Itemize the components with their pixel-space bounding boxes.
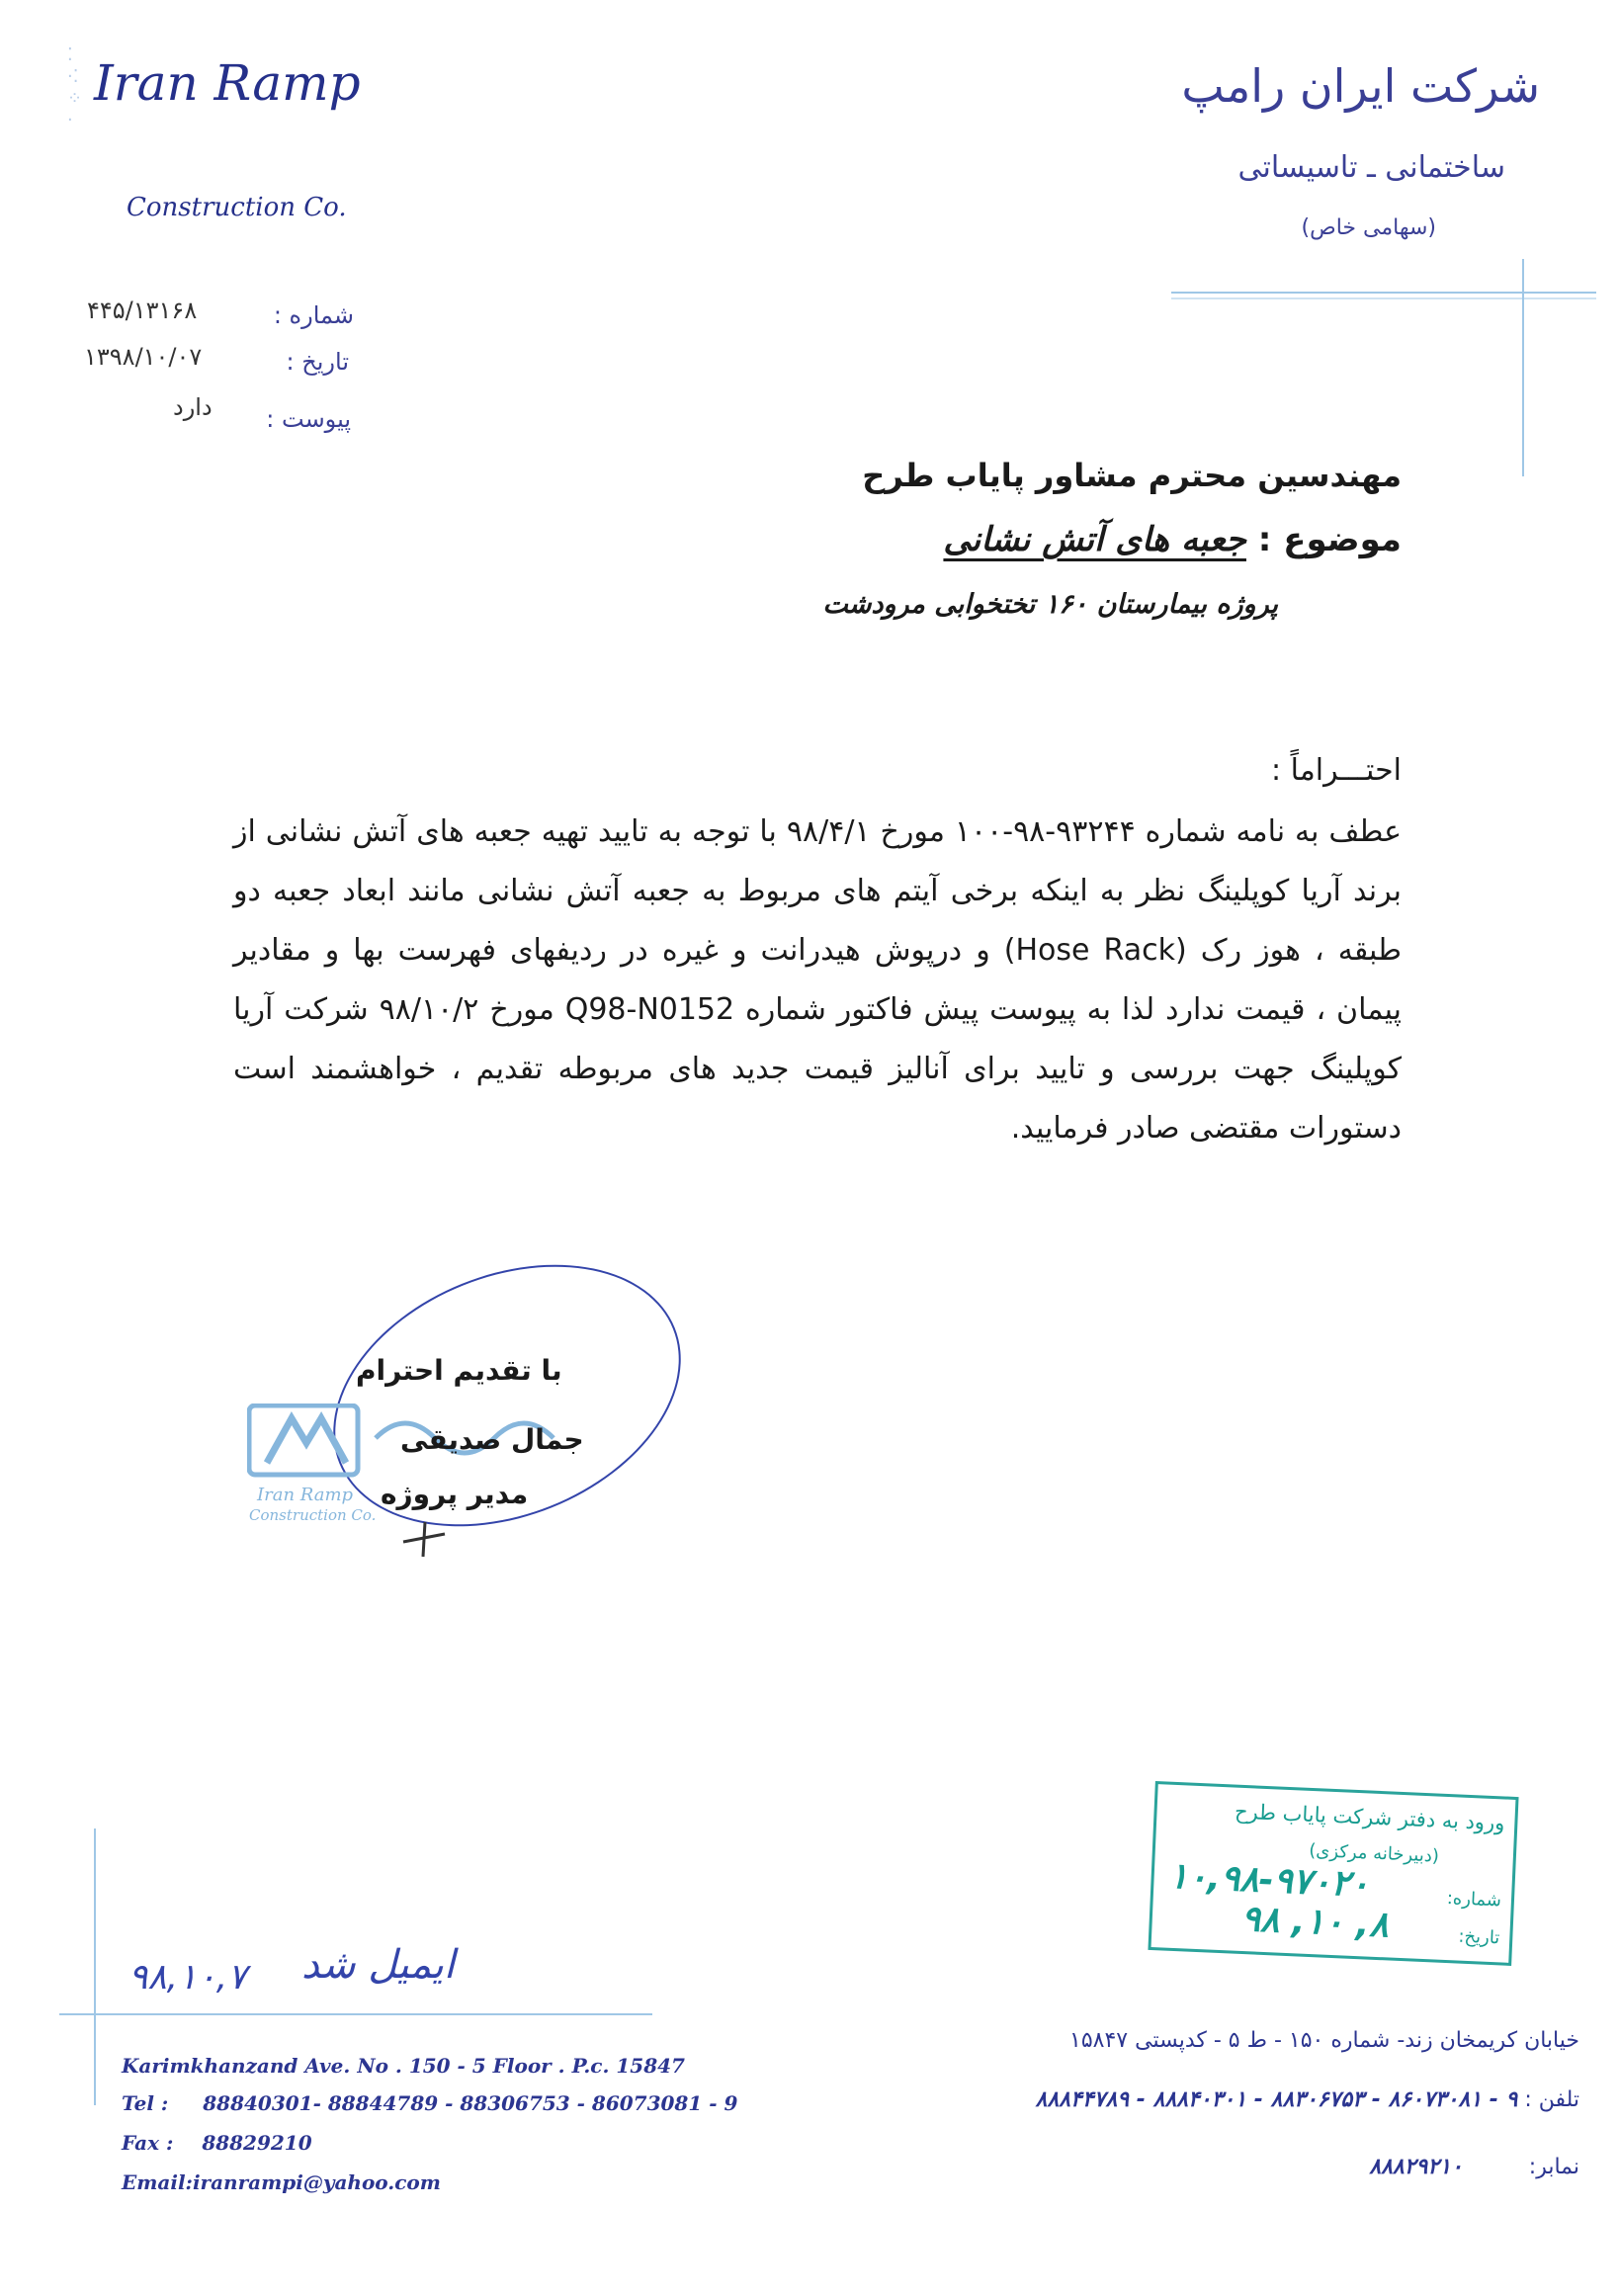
footer-tel-label: Tel : <box>122 2091 169 2115</box>
project-name: پروژه بیمارستان ۱۶۰ تختخوابی مرودشت <box>822 589 1278 620</box>
handwritten-note: ایمیل شد <box>301 1942 455 1988</box>
signature-scribble-icon <box>395 1512 455 1562</box>
number-value: ۴۴۵/۱۳۱۶۸ <box>87 297 198 324</box>
footer-address-fa: خیابان کریمخان زند- شماره ۱۵۰ - ط ۵ - کدپستی ۱۵۸۴۷ <box>1069 2028 1579 2053</box>
company-legal-form: (سهامی خاص) <box>1301 215 1436 240</box>
receipt-number-value: ۱۰,۹۸-۹۷۰۲۰ <box>1167 1855 1371 1906</box>
subject-line <box>943 520 1402 559</box>
signer-name: جمال صدیقی <box>400 1423 584 1456</box>
receipt-stamp <box>1148 1781 1518 1966</box>
closing-salutation: با تقدیم احترام <box>356 1354 562 1387</box>
subject-label: موضوع : <box>1245 520 1402 559</box>
company-logo-persian: شرکت ایران رامپ <box>1181 59 1540 113</box>
receipt-date-label: تاریخ: <box>1457 1925 1500 1949</box>
footer-fax-label: Fax : <box>122 2131 174 2155</box>
footer-vertical-rule <box>94 1828 96 2105</box>
footer-fax-en <box>122 2131 312 2155</box>
footer-fax-fa-value: ۸۸۸۲۹۲۱۰ <box>1369 2155 1463 2179</box>
attachment-label: پیوست : <box>266 405 351 433</box>
footer-fax-fa <box>1369 2155 1579 2179</box>
addressee: مهندسین محترم مشاور پایاب طرح <box>862 457 1402 494</box>
receipt-date-value: ۹۸ ,۱۰ ,۸ <box>1240 1899 1390 1946</box>
attachment-value: دارد <box>173 393 213 421</box>
number-label: شماره : <box>273 301 354 329</box>
company-type-persian: ساختمانی ـ تاسیساتی <box>1237 150 1505 185</box>
receipt-subtitle: (دبیرخانه مرکزی) <box>1308 1839 1440 1867</box>
company-subtitle-english: Construction Co. <box>127 193 347 222</box>
stamp-english-sub: Construction Co. <box>249 1506 377 1524</box>
footer-tel-en <box>122 2091 737 2115</box>
stamp-english-name: Iran Ramp <box>257 1485 354 1505</box>
header-rule-right-2 <box>1171 298 1596 299</box>
footer-fax-fa-label: نمابر: <box>1528 2155 1579 2179</box>
receipt-number-label: شماره: <box>1446 1888 1502 1912</box>
letter-body: عطف به نامه شماره ۹۳۲۴۴-۹۸-۱۰۰ مورخ ۹۸/۴/۱ با توجه به تایید تهیه جعبه های آتش نشانی از برند آریا کوپلینگ نظر به اینکه برخی آیتم های مربوط به جعبه آتش نشانی مانند ابعاد جعبه دو طبقه ، هوز رک (Hose Rack) و درپوش هیدرانت و غیره در ردیفهای فهرست بها و مقادیر پیمان ، قیمت ندارد لذا به پیوست پیش فاکتور شماره Q98-N0152 مورخ ۹۸/۱۰/۲ شرکت آریا کوپلینگ جهت بررسی و تایید برای آنالیز قیمت جدید های مربوطه تقدیم ، خواهشمند است دستورات مقتضی صادر فرمایید. <box>233 814 1402 1146</box>
header-dots-decoration: ⁚ ·⁚ ⁘ · <box>67 44 83 130</box>
receipt-title: ورود به دفتر شرکت پایاب طرح <box>1234 1799 1505 1835</box>
handwritten-date: ۹۸,۱۰,۷ <box>128 1957 247 1998</box>
company-logo-english: Iran Ramp <box>94 54 361 112</box>
footer-fax-value: 88829210 <box>202 2131 312 2155</box>
date-label: تاریخ : <box>286 348 349 376</box>
subject-value: جعبه های آتش نشانی <box>943 520 1246 559</box>
footer-email[interactable]: Email:iranrampi@yahoo.com <box>122 2170 441 2194</box>
date-value: ۱۳۹۸/۱۰/۰۷ <box>84 343 203 371</box>
header-rule-right <box>1171 292 1596 294</box>
footer-tel-value: 88840301- 88844789 - 88306753 - 86073081 - 9 <box>203 2091 738 2115</box>
footer-address-en: Karimkhanzand Ave. No . 150 - 5 Floor . P.c. 15847 <box>122 2054 685 2078</box>
greeting: احتـــراماً : <box>1270 753 1402 788</box>
footer-tel-fa-value: ۹ - ۸۶۰۷۳۰۸۱ - ۸۸۳۰۶۷۵۳ - ۸۸۸۴۰۳۰۱ - ۸۸۸۴۴۷۸۹ <box>1035 2087 1518 2112</box>
header-vertical-rule <box>1522 259 1524 476</box>
footer-rule-left <box>59 2013 652 2015</box>
footer-tel-fa-label: تلفن : <box>1524 2087 1579 2112</box>
signer-title: مدیر پروژه <box>381 1478 529 1510</box>
footer-tel-fa <box>1036 2087 1579 2112</box>
